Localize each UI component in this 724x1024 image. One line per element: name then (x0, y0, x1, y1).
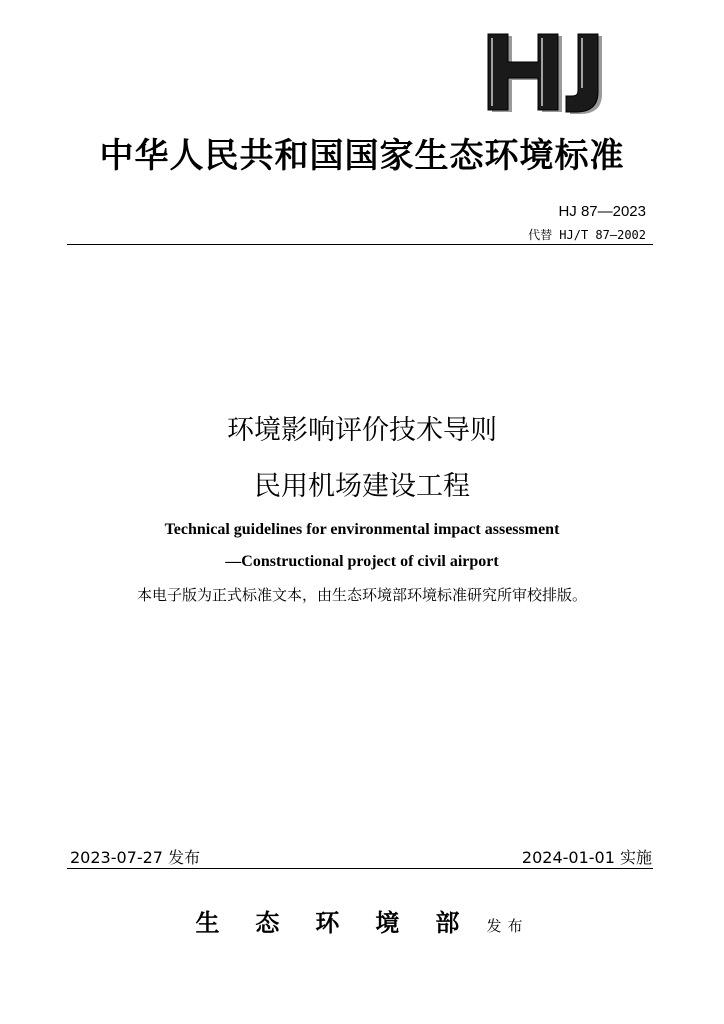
top-divider (67, 244, 653, 245)
issuer-line (0, 903, 724, 938)
bottom-divider (67, 868, 653, 869)
org-title: 中华人民共和国国家生态环境标准 (99, 136, 625, 176)
issuer-suffix: 发布 (486, 917, 529, 935)
implementation-date: 2024-01-01 实施 (521, 848, 652, 867)
title-cn-line2: 民用机场建设工程 (254, 471, 470, 502)
title-en-line1: Technical guidelines for environmental impact assessment (164, 521, 560, 538)
title-en-line2: —Constructional project of civil airport (225, 553, 499, 570)
standard-number: HJ 87—2023 (558, 203, 646, 220)
title-cn-line1: 环境影响评价技术导则 (227, 415, 497, 446)
hj-logo (484, 32, 634, 114)
electronic-edition-note: 本电子版为正式标准文本，由生态环境部环境标准研究所审校排版。 (136, 586, 587, 604)
issue-date: 2023-07-27 发布 (70, 848, 201, 867)
issuer-name: 生态环境部 (195, 908, 496, 937)
replaces-standard: 代替 HJ/T 87—2002 (528, 228, 646, 242)
